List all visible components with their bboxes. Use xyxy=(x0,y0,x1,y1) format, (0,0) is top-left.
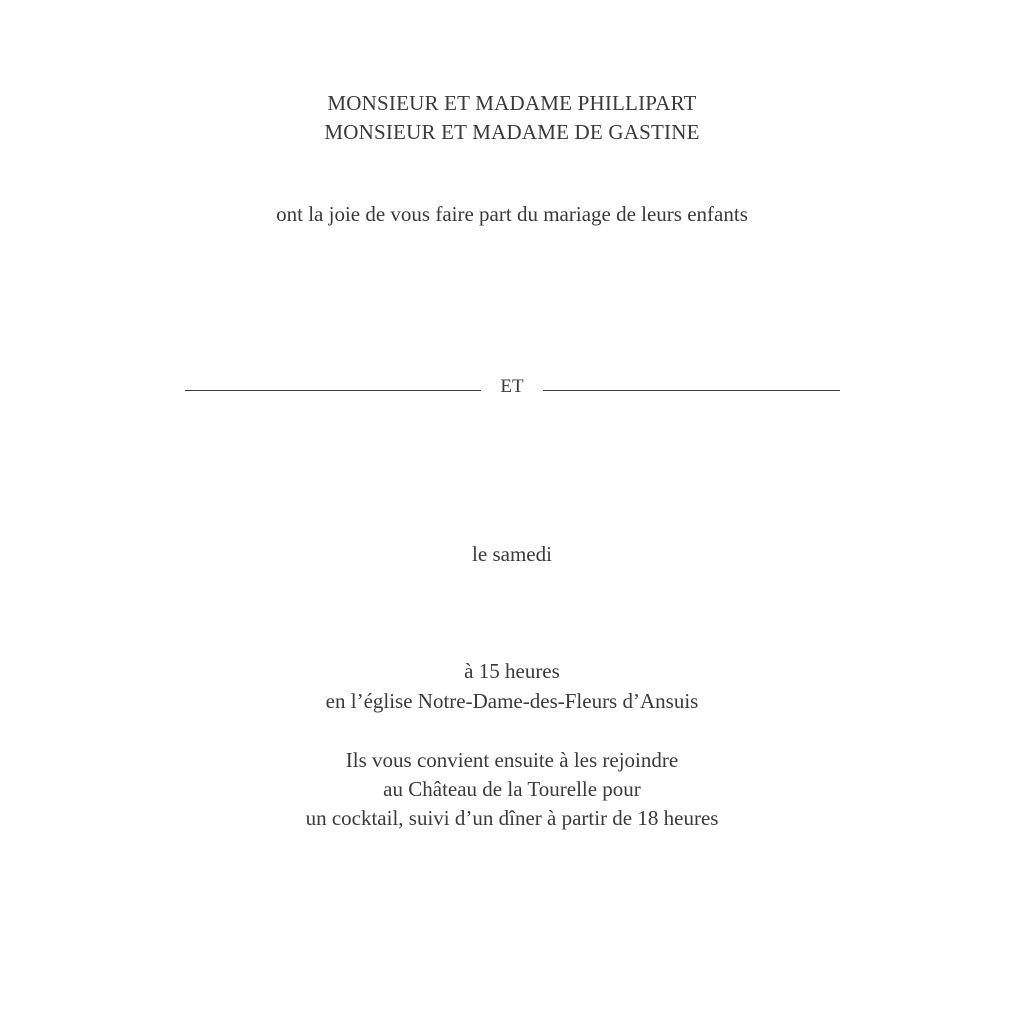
ceremony-time: à 15 heures xyxy=(464,659,560,683)
host-line-2: MONSIEUR ET MADAME DE GASTINE xyxy=(324,120,700,144)
date-text: le samedi xyxy=(472,542,552,566)
couple-names-row xyxy=(0,372,1024,402)
ceremony-place: en l’église Notre-Dame-des-Fleurs d’Ansuis xyxy=(325,689,699,713)
host-line-1: MONSIEUR ET MADAME PHILLIPART xyxy=(327,91,697,115)
announcement-text: ont la joie de vous faire part du mariage de leurs enfants xyxy=(276,202,748,226)
reception-line-1: Ils vous convient ensuite à les rejoindre xyxy=(345,748,679,772)
reception-line-3: un cocktail, suivi d’un dîner à partir de 18 heures xyxy=(305,806,719,830)
couple-conjunction: ET xyxy=(500,376,524,397)
reception-line-2: au Château de la Tourelle pour xyxy=(383,777,641,801)
bride-or-groom-name-blank xyxy=(543,390,840,391)
